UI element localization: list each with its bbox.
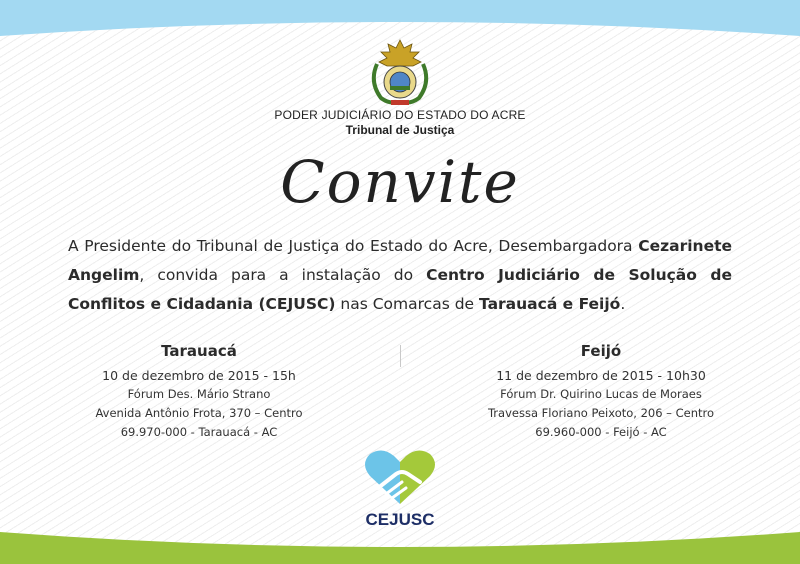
handshake-heart-icon [362,448,438,508]
cejusc-logo-text: CEJUSC [365,510,435,529]
coat-of-arms-icon [367,38,433,108]
invitation-text: A Presidente do Tribunal de Justiça do Estado do Acre, Desembargadora Cezarinete Angelim, convida para a instalação do Centro Judiciário de Solução de Conflitos e Cidadania (CEJUSC) nas Comarcas de Tarauacá e Feijó. [68,237,732,313]
venue-street: Travessa Floriano Peixoto, 206 – Centro [487,406,715,420]
venue-city: Feijó [580,342,622,360]
venue-date: 10 de dezembro de 2015 - 15h [102,368,296,383]
venue-feijo [451,342,751,442]
venue-divider [400,345,401,367]
venue-street: Avenida Antônio Frota, 370 – Centro [95,406,303,420]
venue-place: Fórum Dr. Quirino Lucas de Moraes [500,387,702,401]
district-names: Tarauacá e Feijó [479,295,621,313]
president-name: Cezarinete Angelim [68,237,732,284]
venue-zip: 69.970-000 - Tarauacá - AC [120,425,278,439]
venue-zip: 69.960-000 - Feijó - AC [535,425,667,439]
venue-date: 11 de dezembro de 2015 - 10h30 [496,368,706,383]
org-subtitle: Tribunal de Justiça [345,123,455,137]
org-name: PODER JUDICIÁRIO DO ESTADO DO ACRE [274,108,526,122]
venue-tarauaca [49,342,349,442]
venue-city: Tarauacá [161,342,237,360]
invitation-title: Convite [280,148,520,216]
center-name: Centro Judiciário de Solução de Conflitos e Cidadania (CEJUSC) [68,266,732,313]
venue-place: Fórum Des. Mário Strano [127,387,271,401]
